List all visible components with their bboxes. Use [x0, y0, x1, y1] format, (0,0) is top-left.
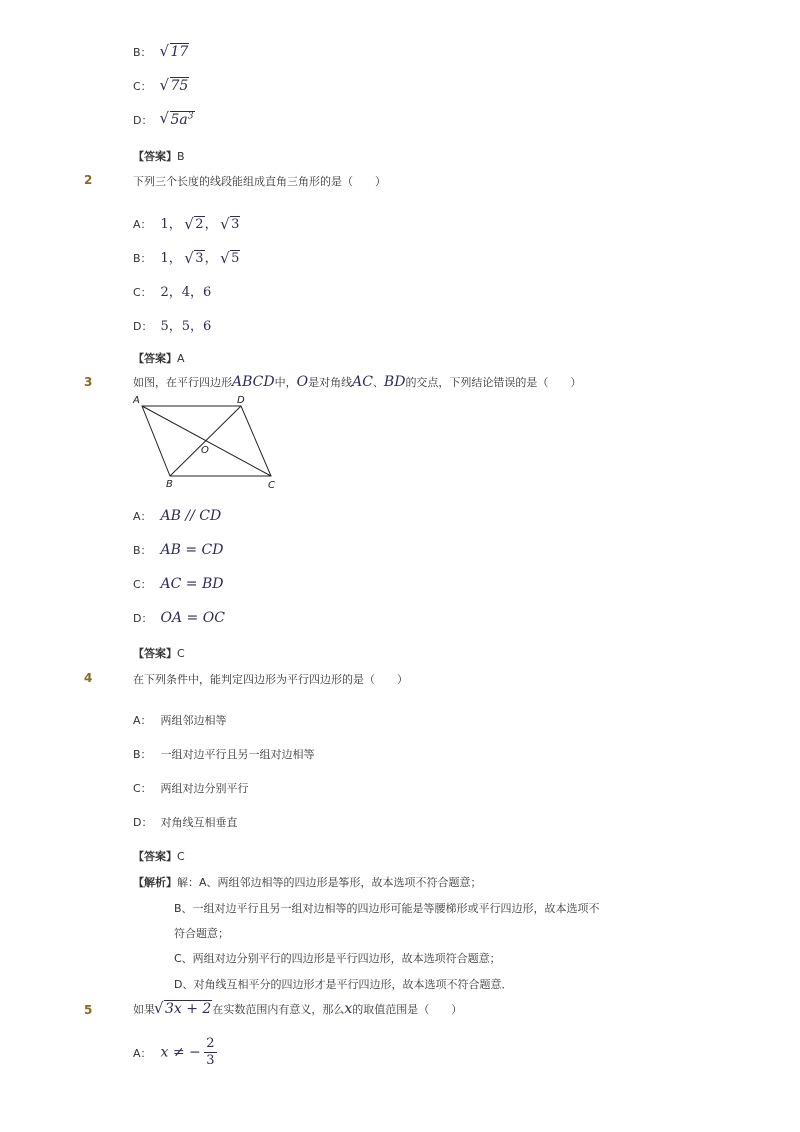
option-value: OA = OC	[160, 610, 225, 626]
question-stem: 在下列条件中，能判定四边形为平行四边形的是（ ）	[133, 673, 408, 686]
option-label: A：	[133, 510, 152, 523]
q4-option-b[interactable]	[133, 746, 315, 762]
q2-option-c[interactable]	[133, 281, 211, 300]
sqrt-expression: √ 2	[185, 217, 204, 232]
q1-answer	[133, 148, 185, 164]
q1-option-c[interactable]	[133, 78, 189, 94]
option-label: B：	[133, 748, 152, 761]
q2-option-d[interactable]	[133, 315, 211, 334]
vertex-label-d: D	[237, 395, 245, 406]
option-value: 两组对边分别平行	[160, 782, 249, 795]
option-label: C：	[133, 782, 152, 795]
sqrt-expression: √ 5	[221, 251, 240, 266]
question-number: 4	[84, 671, 93, 685]
q3-option-b[interactable]	[133, 542, 223, 558]
q2-answer	[133, 350, 185, 366]
option-label: A：	[133, 218, 152, 231]
q2-option-a[interactable]: A： 1， √ 2， √ 3	[133, 213, 240, 232]
question-number: 5	[84, 1003, 93, 1017]
q2-option-b[interactable]: B： 1， √ 3， √ 5	[133, 247, 240, 266]
q3-answer	[133, 645, 185, 661]
sqrt-expression: √ 3	[221, 217, 240, 232]
option-value: AC = BD	[160, 576, 224, 592]
answer-value: A	[177, 352, 185, 365]
option-label: C：	[133, 286, 152, 299]
question-number: 2	[84, 173, 93, 187]
q4-option-d[interactable]	[133, 814, 238, 830]
option-label: A：	[133, 714, 152, 727]
center-label-o: O	[201, 445, 209, 456]
question-stem: 如图，在平行四边形ABCD中，O是对角线AC、BD的交点，下列结论错误的是（ ）	[133, 374, 582, 390]
option-value: 一组对边平行且另一组对边相等	[160, 748, 315, 761]
sqrt-expression: √ 3x + 2	[155, 1001, 212, 1017]
vertex-label-c: C	[268, 480, 275, 491]
option-label: B：	[133, 252, 152, 265]
diagonal-bd	[170, 406, 241, 476]
sqrt-expression: √ 75	[161, 78, 190, 94]
q4-analysis-line-1: 【解析】解：A、两组邻边相等的四边形是筝形，故本选项不符合题意；	[133, 876, 482, 889]
answer-tag: 【答案】	[133, 850, 177, 863]
option-label: D：	[133, 320, 153, 333]
answer-tag: 【答案】	[133, 647, 177, 660]
q4-answer	[133, 848, 185, 864]
question-number: 3	[84, 375, 93, 389]
vertex-label-b: B	[166, 479, 173, 490]
option-label: B：	[133, 46, 152, 59]
question-stem: 如果√ 3x + 2在实数范围内有意义，那么x的取值范围是（ ）	[133, 1001, 462, 1017]
option-label: D：	[133, 816, 153, 829]
q1-option-d[interactable]	[133, 111, 195, 128]
answer-value: C	[177, 850, 185, 863]
q5-option-a[interactable]: A： x ≠ − $\frac{2}{3}$	[133, 1036, 215, 1068]
question-stem: 下列三个长度的线段能组成直角三角形的是（ ）	[133, 175, 386, 188]
option-value: 对角线互相垂直	[160, 816, 238, 829]
sqrt-expression: √ 17	[161, 44, 190, 60]
fraction: $\frac{2}{3}$	[206, 1036, 215, 1068]
option-label: D：	[133, 612, 153, 625]
q4-analysis-line-2: B、一组对边平行且另一组对边相等的四边形可能是等腰梯形或平行四边形，故本选项不	[174, 902, 600, 915]
option-value: 两组邻边相等	[160, 714, 227, 727]
option-value: AB // CD	[160, 508, 222, 524]
q4-analysis-line-4: C、两组对边分别平行的四边形是平行四边形，故本选项符合题意；	[174, 952, 501, 965]
q4-analysis-line-3: 符合题意；	[174, 927, 229, 940]
option-label: C：	[133, 80, 152, 93]
diagonal-ac	[142, 406, 271, 476]
option-label: C：	[133, 578, 152, 591]
analysis-tag: 【解析】	[133, 876, 177, 889]
q4-analysis-line-5: D、对角线互相平分的四边形才是平行四边形，故本选项不符合题意．	[174, 978, 513, 991]
sqrt-expression: √ 3	[185, 251, 204, 266]
q3-option-d[interactable]	[133, 610, 225, 626]
option-value: 5，5，6	[160, 319, 212, 334]
answer-tag: 【答案】	[133, 352, 177, 365]
option-label: B：	[133, 544, 152, 557]
option-label: D：	[133, 113, 153, 127]
answer-value: B	[177, 150, 185, 163]
option-label: A：	[133, 1046, 152, 1060]
sqrt-expression: √ $5a^3$	[161, 111, 195, 128]
q1-option-b[interactable]	[133, 44, 189, 60]
q3-option-c[interactable]	[133, 576, 223, 592]
answer-tag: 【答案】	[133, 150, 177, 163]
vertex-label-a: A	[133, 395, 140, 406]
option-value: AB = CD	[160, 542, 224, 558]
parallelogram-figure	[128, 392, 288, 492]
option-value: 2，4，6	[160, 285, 212, 300]
q4-option-a[interactable]	[133, 712, 227, 728]
answer-value: C	[177, 647, 185, 660]
q4-option-c[interactable]	[133, 780, 249, 796]
q3-option-a[interactable]	[133, 508, 221, 524]
